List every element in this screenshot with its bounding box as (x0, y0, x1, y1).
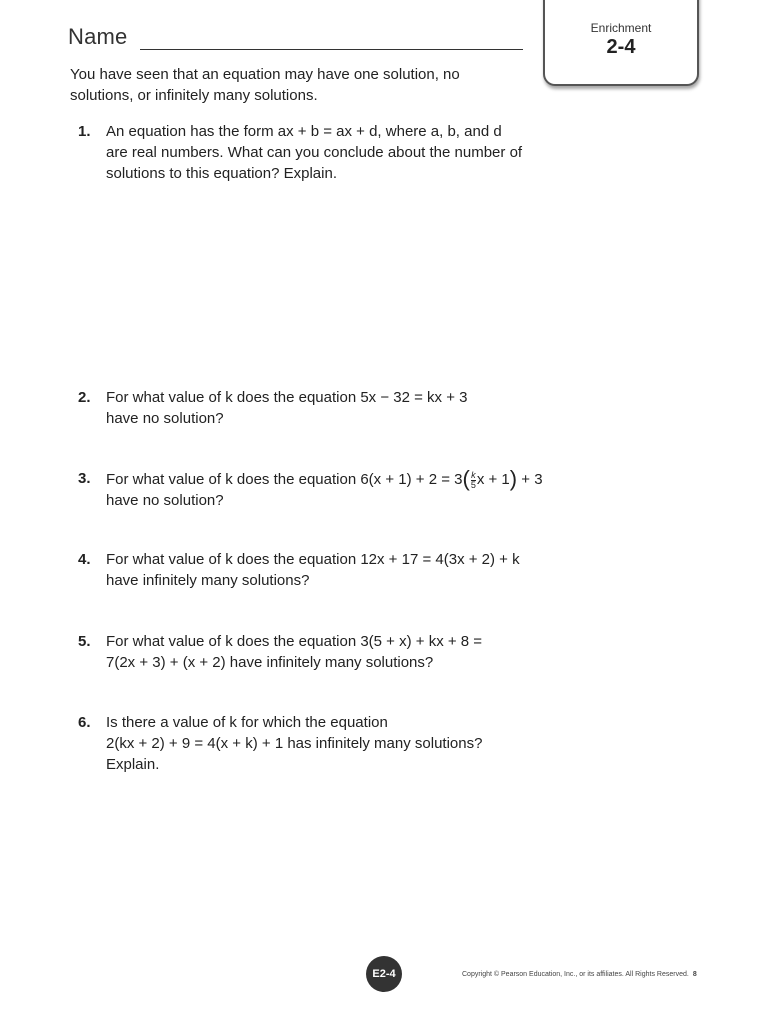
question-number: 6. (78, 714, 91, 731)
copyright-notice (462, 971, 697, 978)
intro-line: solutions, or infinitely many solutions. (70, 87, 318, 104)
question-6 (78, 712, 586, 775)
equation-text: + 3 (521, 471, 543, 488)
fraction-denominator: 5 (470, 479, 476, 490)
badge-label: Enrichment (590, 21, 652, 35)
question-4 (78, 549, 586, 591)
question-line: solutions to this equation? Explain. (106, 165, 337, 182)
question-3 (78, 468, 586, 511)
question-5 (78, 631, 586, 673)
enrichment-badge (543, 0, 699, 86)
right-paren: ) (509, 466, 518, 491)
question-line: 2(kx + 2) + 9 = 4(x + k) + 1 has infinitely many solutions? (106, 735, 483, 752)
fraction (471, 471, 476, 490)
copyright-text: Copyright © Pearson Education, Inc., or its affiliates. All Rights Reserved. (462, 971, 689, 978)
question-line: Explain. (106, 756, 160, 773)
left-paren: ( (462, 466, 470, 491)
intro-line: You have seen that an equation may have one solution, no (70, 66, 460, 83)
question-line: For what value of k does the equation 3(5 + x) + kx + 8 = (106, 633, 483, 650)
question-line: 7(2x + 3) + (x + 2) have infinitely many solutions? (106, 654, 434, 671)
question-line: have no solution? (106, 410, 224, 427)
question-line: For what value of k does the equation 5x − 32 = kx + 3 (106, 389, 468, 406)
question-line: have no solution? (106, 492, 224, 509)
intro-text (70, 64, 530, 106)
page-code-badge: E2-4 (366, 956, 402, 992)
question-line: Is there a value of k for which the equation (106, 714, 388, 731)
question-1 (78, 121, 586, 184)
question-line: For what value of k does the equation 12x + 17 = 4(3x + 2) + k (106, 551, 520, 568)
question-line: are real numbers. What can you conclude about the number of (106, 144, 523, 161)
question-number: 5. (78, 633, 91, 650)
name-row (68, 24, 523, 50)
question-line: An equation has the form ax + b = ax + d, where a, b, and d (106, 123, 502, 140)
question-line (106, 468, 586, 490)
name-label: Name (68, 24, 128, 49)
question-number: 4. (78, 551, 91, 568)
question-number: 1. (78, 123, 91, 140)
equation-text: For what value of k does the equation 6(x + 1) + 2 = 3 (106, 471, 463, 488)
question-line: have infinitely many solutions? (106, 572, 310, 589)
page-number: 8 (692, 971, 697, 978)
fraction-numerator: k (471, 469, 476, 480)
question-2 (78, 387, 586, 429)
name-field-line[interactable] (140, 27, 523, 50)
question-number: 2. (78, 389, 91, 406)
equation-text: x + 1 (476, 471, 510, 488)
badge-number: 2-4 (606, 36, 636, 58)
question-number: 3. (78, 470, 91, 487)
